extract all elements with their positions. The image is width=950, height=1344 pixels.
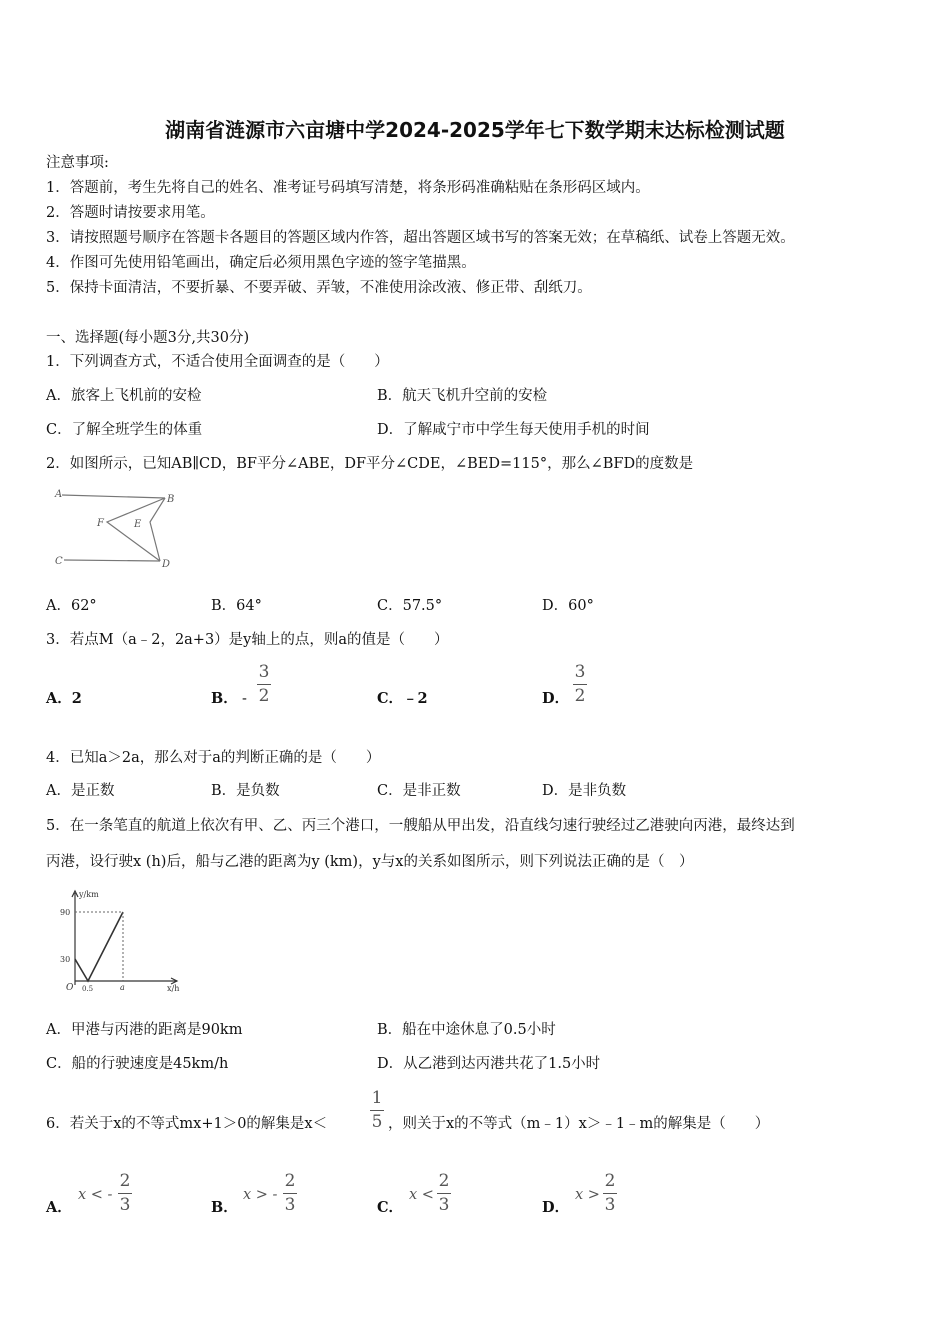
q2-stem: 2．如图所示，已知AB∥CD，BF平分∠ABE，DF平分∠CDE，∠BED=115°，那么∠BFD的度数是 xyxy=(46,456,694,472)
q1-stem: 1．下列调查方式，不适合使用全面调查的是（ ） xyxy=(46,354,389,370)
numerator: 1 xyxy=(371,1088,383,1108)
q4-option-b: B．是负数 xyxy=(211,783,280,799)
q5-stem-line1: 5．在一条笔直的航道上依次有甲、乙、丙三个港口，一艘船从甲出发，沿直线匀速行驶经过乙港驶向丙港，最终达到 xyxy=(46,818,795,834)
notes-header: 注意事项: xyxy=(46,155,109,171)
label-c: C xyxy=(55,556,63,567)
numerator: 2 xyxy=(119,1171,131,1191)
label-d: D xyxy=(162,559,171,570)
note-item: 4．作图可先使用铅笔画出，确定后必须用黑色字迹的签字笔描黑。 xyxy=(46,255,476,271)
q5-option-c: C．船的行驶速度是45km/h xyxy=(46,1056,229,1072)
fraction-bar xyxy=(437,1193,451,1194)
q6-option-c-expr: x < xyxy=(409,1187,434,1203)
q5-graph xyxy=(55,885,185,995)
label-e: E xyxy=(134,519,142,530)
fraction-bar xyxy=(370,1110,384,1111)
q6-option-b-expr: x > - xyxy=(243,1187,278,1203)
section-header: 一、选择题(每小题3分,共30分) xyxy=(46,330,250,346)
q1-option-a: A．旅客上飞机前的安检 xyxy=(46,388,202,404)
line-cd xyxy=(64,560,160,561)
denominator: 3 xyxy=(604,1195,616,1215)
numerator: 3 xyxy=(258,662,270,682)
q6-stem-pre: 6．若关于x的不等式mx+1＞0的解集是x＜ xyxy=(46,1116,328,1132)
tick-0-5: 0.5 xyxy=(82,985,94,993)
denominator: 3 xyxy=(438,1195,450,1215)
q6-option-c-fraction xyxy=(437,1173,451,1214)
denominator: 3 xyxy=(284,1195,296,1215)
label-f: F xyxy=(97,518,104,529)
fraction-bar xyxy=(573,684,587,685)
label-b: B xyxy=(167,494,175,505)
denominator: 2 xyxy=(258,686,270,706)
denominator: 2 xyxy=(574,686,586,706)
denominator: 3 xyxy=(119,1195,131,1215)
q4-stem: 4．已知a＞2a，那么对于a的判断正确的是（ ） xyxy=(46,750,381,766)
note-item: 5．保持卡面清洁，不要折暴、不要弄破、弄皱，不准使用涂改液、修正带、刮纸刀。 xyxy=(46,280,592,296)
tick-90: 90 xyxy=(60,908,71,917)
q1-option-d: D．了解咸宁市中学生每天使用手机的时间 xyxy=(377,422,650,438)
numerator: 2 xyxy=(438,1171,450,1191)
q5-option-b: B．船在中途休息了0.5小时 xyxy=(377,1022,556,1038)
q3-stem: 3．若点M（a﹣2，2a+3）是y轴上的点，则a的值是（ ） xyxy=(46,632,449,648)
q3-option-b-sign: - xyxy=(242,691,247,707)
tick-30: 30 xyxy=(60,955,71,964)
q6-option-c-label: C． xyxy=(377,1199,404,1216)
q2-figure xyxy=(50,485,190,575)
y-axis-label: y/km xyxy=(79,890,99,899)
denominator: 5 xyxy=(371,1112,383,1132)
fraction-bar xyxy=(603,1193,617,1194)
q5-option-d: D．从乙港到达丙港共花了1.5小时 xyxy=(377,1056,601,1072)
line-bed xyxy=(150,498,165,561)
q1-option-c: C．了解全班学生的体重 xyxy=(46,422,203,438)
q2-option-d: D．60° xyxy=(542,598,594,614)
q5-option-a: A．甲港与丙港的距离是90km xyxy=(46,1022,243,1038)
q4-option-a: A．是正数 xyxy=(46,783,115,799)
q6-option-a-expr: x < - xyxy=(78,1187,113,1203)
q2-option-c: C．57.5° xyxy=(377,598,443,614)
q6-option-d-label: D． xyxy=(542,1199,570,1216)
q6-option-d-expr: x > xyxy=(575,1187,600,1203)
q2-option-b: B．64° xyxy=(211,598,262,614)
q2-option-a: A．62° xyxy=(46,598,97,614)
note-item: 3．请按照题号顺序在答题卡各题目的答题区域内作答，超出答题区域书写的答案无效；在草稿纸、试卷上答题无效。 xyxy=(46,230,795,246)
numerator: 3 xyxy=(574,662,586,682)
note-item: 1．答题前，考生先将自己的姓名、准考证号码填写清楚，将条形码准确粘贴在条形码区域内。 xyxy=(46,180,650,196)
q3-option-d-label: D． xyxy=(542,690,570,707)
q3-option-a: A．2 xyxy=(46,690,82,707)
q6-option-a-fraction xyxy=(118,1173,132,1214)
q5-stem-line2: 丙港，设行驶x (h)后，船与乙港的距离为y (km)，y与x的关系如图所示，则下列说法正确的是（ ） xyxy=(46,854,694,870)
data-line xyxy=(75,912,123,981)
tick-a: a xyxy=(120,983,125,992)
note-item: 2．答题时请按要求用笔。 xyxy=(46,205,215,221)
fraction-bar xyxy=(257,684,271,685)
q1-option-b: B．航天飞机升空前的安检 xyxy=(377,388,548,404)
q6-option-d-fraction xyxy=(603,1173,617,1214)
q6-option-b-label: B． xyxy=(211,1199,238,1216)
line-ab xyxy=(62,495,165,498)
q6-stem-post: ，则关于x的不等式（m﹣1）x＞﹣1﹣m的解集是（ ） xyxy=(388,1116,770,1132)
q4-option-c: C．是非正数 xyxy=(377,783,461,799)
q3-option-b-label: B． xyxy=(211,690,238,707)
fraction-bar xyxy=(283,1193,297,1194)
q3-option-b-fraction xyxy=(257,664,271,705)
origin-label: O xyxy=(66,983,74,993)
label-a: A xyxy=(55,489,63,500)
page-title: 湖南省涟源市六亩塘中学2024-2025学年七下数学期末达标检测试题 xyxy=(165,118,785,142)
q3-option-c: C．﹣2 xyxy=(377,690,428,707)
q3-option-d-fraction xyxy=(573,664,587,705)
x-axis-label: x/h xyxy=(167,984,180,993)
q4-option-d: D．是非负数 xyxy=(542,783,627,799)
numerator: 2 xyxy=(604,1171,616,1191)
q6-stem-fraction xyxy=(370,1090,384,1131)
numerator: 2 xyxy=(284,1171,296,1191)
q6-option-b-fraction xyxy=(283,1173,297,1214)
fraction-bar xyxy=(118,1193,132,1194)
q6-option-a-label: A． xyxy=(46,1199,72,1216)
